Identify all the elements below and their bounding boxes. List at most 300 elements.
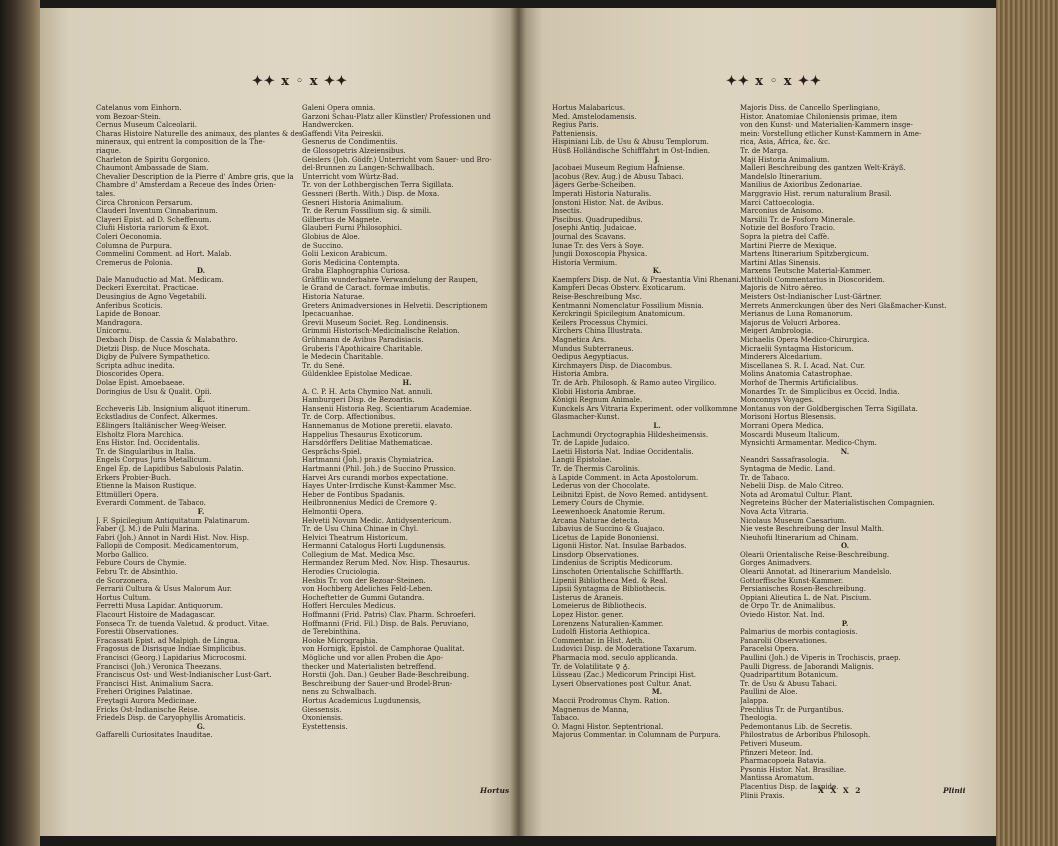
index-entry: Heber de Fontibus Spadanis. — [302, 490, 406, 499]
index-entry: Erkers Probier-Buch. — [96, 473, 172, 482]
index-entry: Malleri Beschreibung des gantzen Welt-Kräyß. — [740, 164, 906, 173]
index-entry: A. C. P. H. Acta Chymico Nat. annuli. — [302, 387, 433, 396]
index-entry: Nebelii Disp. de Malo Citreo. — [740, 482, 844, 491]
index-entry: Moscardi Museum Italicum. — [740, 430, 840, 439]
section-letter: P. — [841, 619, 849, 628]
index-entry: Majoris Diss. de Cancello Sperlingiano, — [740, 104, 881, 112]
index-entry: Hüsß Holländische Schifffahrt in Ost-Indien. — [552, 146, 711, 155]
index-entry: Fonseca Tr. de tuenda Valetud. & product. Vitae. — [96, 619, 270, 628]
index-entry: Febru Tr. de Absinthio. — [96, 568, 178, 577]
index-entry: Eckstladius de Confect. Alkermes. — [96, 413, 218, 422]
index-entry: Grühmann de Avibus Paradisiacis. — [302, 336, 424, 345]
index-entry: Hortus Cultum. — [96, 593, 152, 602]
index-entry: Gottorffische Kunst-Kammer. — [740, 576, 844, 585]
index-entry: Jalappa. — [740, 696, 769, 705]
index-entry: Jacobaei Museum Regium Hafniense. — [552, 164, 685, 173]
index-entry: Olearii Orientalische Reise-Beschreibung. — [740, 550, 890, 559]
index-entry: Dioscorides Opera. — [96, 370, 164, 379]
index-entry: Lomeierus de Bibliothecis. — [552, 602, 647, 611]
index-entry: Hocheftetter de Gummi Gutandra. — [302, 593, 425, 602]
index-entry: Paullini (Joh.) de Viperis in Trochiscis, praep. — [740, 654, 901, 662]
index-entry: Engels Corpus Juris Metallicum. — [96, 456, 212, 465]
index-entry: Nicolaus Museum Caesarium. — [740, 516, 847, 525]
left-column-2 — [302, 104, 512, 731]
index-entry: Tr. de Tabaco. — [740, 473, 790, 482]
index-entry: Listerus de Araneis. — [552, 593, 624, 602]
index-entry: Syntagma de Medic. Land. — [740, 464, 836, 473]
catchword: Plinii — [943, 786, 966, 795]
index-entry: Hofferi Hercules Medicus. — [302, 602, 396, 611]
index-entry: Marci Cattoecologia. — [740, 198, 815, 207]
index-entry: de Glossopetris Alzeiensibus. — [302, 146, 406, 155]
book-gutter — [510, 8, 526, 836]
index-entry: Lapide de Bonoar. — [96, 310, 161, 319]
index-entry: Chaumont Ambassade de Siam. — [96, 164, 209, 173]
index-entry: Lachmundi Oryctographia Hildesheimensis. — [552, 430, 709, 439]
index-entry: Tr. von der Lothbergischen Terra Sigillata. — [302, 181, 454, 190]
index-entry: Oxoniensis. — [302, 714, 343, 723]
index-entry: de Succino. — [302, 241, 344, 250]
index-entry: Petiveri Museum. — [740, 739, 803, 748]
index-entry: Pedemontanus Lib. de Secretis. — [740, 722, 853, 731]
index-entry: Hayes Unter-Irrdische Kunst-Kammer Msc. — [302, 482, 456, 491]
index-entry: Helmontii Opera. — [302, 507, 364, 516]
index-entry: Hansenii Historia Reg. Scientiarum Academiae. — [302, 404, 472, 413]
index-entry: Leibnitzi Epist. de Novo Remed. antidysent. — [552, 490, 709, 499]
index-entry: Tr. de Usu China Chinae in Chyl. — [302, 525, 419, 534]
index-entry: Linsdorp Observationes. — [552, 550, 639, 559]
index-entry: tales. — [96, 189, 116, 198]
index-entry: Tr. de Thermis Carolinis. — [552, 464, 641, 473]
index-entry: Hortus Academicus Lugdunensis, — [302, 696, 422, 705]
index-entry: Garzoni Schau-Platz aller Künstler/ Professionen und — [302, 112, 491, 121]
index-entry: Clayeri Epist. ad D. Scheffenum. — [96, 215, 212, 224]
index-entry: Eßlingers Italiänischer Weeg-Weiser. — [96, 421, 227, 430]
index-entry: Hispiniani Lib. de Usu & Abusu Templorum. — [552, 138, 709, 147]
index-entry: Pysonis Histor. Nat. Brasiliae. — [740, 765, 847, 774]
index-entry: Gessneri (Berth. With.) Disp. de Moxa. — [302, 189, 440, 198]
index-entry: Meigeri Ambrologia. — [740, 327, 814, 336]
index-entry: le Grand de Caract. formae imbutis. — [302, 284, 431, 293]
index-entry: Piscibus. Quadrupedibus. — [552, 215, 643, 224]
index-entry: Dale Manuductio ad Mat. Medicam. — [96, 275, 224, 284]
index-entry: Nota ad Aromatul Cultur. Plant. — [740, 490, 853, 499]
index-entry: Morbo Gallico. — [96, 550, 149, 559]
index-entry: riaque. — [96, 146, 122, 155]
right-column-2 — [740, 104, 950, 800]
index-entry: Histor. Anatomiae Chiloniensis primae, item — [740, 112, 898, 121]
index-entry: Negreteins Bücher der Materialistischen Compagnien. — [740, 499, 935, 508]
index-entry: nens zu Schwalbach. — [302, 688, 377, 697]
index-entry: vom Bezoar-Stein. — [96, 112, 161, 121]
index-entry: Langii Epistolae. — [552, 456, 612, 465]
index-entry: Güldenklee Epistolae Medicae. — [302, 370, 413, 379]
index-entry: Matthioli Commentarius in Dioscoridem. — [740, 275, 885, 284]
index-entry: Doringius de Usu & Qualit. Opii. — [96, 387, 212, 396]
index-entry: Kaempfers Disp. de Nut. & Praestantia Vini Rhenani. — [552, 275, 741, 284]
index-entry: Unterricht vom Würtz-Bad. — [302, 172, 399, 181]
index-entry: Fallopii de Composit. Medicamentorum, — [96, 542, 239, 551]
index-entry: Kirchmayers Disp. de Diacombus. — [552, 361, 673, 370]
index-entry: Jacobus (Rev. Aug.) de Abusu Tabaci. — [552, 172, 684, 181]
index-entry: Etienne la Maison Rustique. — [96, 482, 197, 491]
index-entry: Eystettensis. — [302, 722, 348, 731]
index-entry: Horstii (Joh. Dan.) Geuber Bade-Beschreibung. — [302, 671, 469, 680]
index-entry: Gesneri Historia Animalium. — [302, 198, 404, 207]
index-entry: Commentar. in Hist. Aeth. — [552, 636, 645, 645]
index-entry: Micraelii Syntagma Historicum. — [740, 344, 854, 353]
section-letter: G. — [196, 722, 206, 731]
index-entry: Scripta adhuc inedita. — [96, 361, 175, 370]
index-entry: Nieuhofii Itinerarium ad Chinam. — [740, 533, 859, 542]
index-entry: Chevalier Description de la Pierre d' Ambre gris, que la — [96, 172, 294, 181]
index-entry: de Terebinthina. — [302, 628, 361, 637]
catchword: Hortus — [480, 786, 510, 795]
index-entry: Monardes Tr. de Simplicibus ex Occid. India. — [740, 387, 900, 396]
section-letter: J. — [654, 155, 660, 164]
section-letter: K. — [652, 267, 662, 276]
index-entry: mein: Vorstellung etlicher Kunst-Kammern in Ame- — [740, 129, 922, 138]
index-entry: Columna de Purpura. — [96, 241, 173, 250]
index-entry: del-Brunnen zu Langen-Schwallbach. — [302, 164, 435, 173]
page-header-ornament: ✦✦ x ◦ x ✦✦ — [252, 74, 348, 89]
index-entry: Panarolii Observationes. — [740, 636, 827, 645]
index-entry: Everardi Comment. de Tabaco. — [96, 499, 206, 508]
index-entry: Marxens Teutsche Material-Kammer. — [740, 267, 872, 276]
index-entry: Tr. de Usu & Abusu Tabaci. — [740, 679, 837, 688]
index-entry: Marggravio Hist. rerum naturalium Brasil. — [740, 189, 892, 198]
index-entry: Med. Amstelodamensis. — [552, 112, 637, 121]
index-entry: Kirchers China Illustrata. — [552, 327, 643, 336]
index-entry: Glauberi Furni Philosophici. — [302, 224, 402, 233]
index-entry: Hartmanni (Phil. Joh.) de Succino Prussico. — [302, 464, 456, 473]
section-letter: M. — [651, 688, 663, 697]
index-entry: Gesnerus de Condimentiis. — [302, 138, 398, 147]
index-entry: Hooke Micrographia. — [302, 636, 378, 645]
index-entry: Harvei Ars curandi morbos expectatione. — [302, 473, 449, 482]
index-entry: Francisci (Joh.) Veronica Theezans. — [96, 662, 222, 671]
index-entry: Tr. de Arb. Philosoph. & Ramo auteo Virgilico. — [552, 379, 717, 387]
signature-mark: X X X 2 — [818, 786, 863, 795]
index-entry: Philostratus de Arboribus Philosoph. — [740, 731, 871, 740]
index-entry: Lipsii Syntagma de Bibliothecis. — [552, 585, 667, 594]
left-column-1 — [96, 104, 306, 740]
index-entry: Licetus de Lapide Bononiensi. — [552, 533, 659, 542]
page-header-ornament: ✦✦ x ◦ x ✦✦ — [726, 74, 822, 89]
index-entry: Dietzii Disp. de Nuce Moschata. — [96, 344, 211, 353]
index-entry: Fragosus de Disrisque Indiae Simplicibus. — [96, 645, 246, 654]
index-entry: O. Magni Histor. Septentrional. — [552, 722, 664, 731]
index-entry: Coleri Oeconomia. — [96, 232, 162, 241]
index-entry: Morisoni Hortus Blesensis. — [740, 413, 836, 422]
index-entry: Tabaco. — [552, 714, 580, 723]
index-entry: Goris Medicina Contempta. — [302, 258, 400, 267]
index-entry: Hamburgeri Disp. de Bezoartis. — [302, 396, 415, 405]
index-entry: Commelini Comment. ad Hort. Malab. — [96, 250, 232, 259]
index-entry: Deusingius de Agno Vegetabili. — [96, 293, 207, 302]
index-entry: Maccii Prodromus Chym. Ration. — [552, 696, 670, 705]
index-entry: Lopez Histor. gener. — [552, 611, 624, 620]
index-entry: Plinii Praxis. — [740, 791, 785, 800]
index-entry: Maji Historia Animalium. — [740, 155, 830, 164]
index-entry: Regius Paris. — [552, 121, 599, 130]
section-letter: L. — [653, 421, 661, 430]
index-entry: Lorenzens Naturalien-Kammer. — [552, 619, 664, 628]
index-entry: Fabri (Joh.) Annot in Nardi Hist. Nov. Hisp. — [96, 533, 249, 542]
index-entry: Mögliche und vor allen Proben die Apo- — [302, 654, 443, 662]
index-entry: Collegium de Mat. Medica Msc. — [302, 550, 415, 559]
index-entry: Tr. de Lapide Judaico. — [552, 439, 630, 448]
index-entry: Martini Pierre de Mexique. — [740, 241, 837, 250]
index-entry: Merianus de Luna Romanorum. — [740, 310, 853, 319]
index-entry: Nova Acta Vitraria. — [740, 507, 809, 516]
index-entry: Journal des Scavans. — [552, 232, 626, 241]
index-entry: Oedipus Aegyptiacus. — [552, 353, 629, 362]
index-entry: Gaffendi Vita Peireskii. — [302, 129, 384, 138]
index-entry: Morrani Opera Medica. — [740, 421, 824, 430]
index-entry: Ferrarii Cultura & Usus Malorum Aur. — [96, 585, 232, 594]
index-entry: Tr. de Rerum Fossilium sig. & simili. — [302, 207, 432, 216]
index-entry: Unicornu. — [96, 327, 132, 336]
section-letter: E. — [197, 396, 205, 405]
book-spine-edge — [0, 0, 40, 846]
index-entry: thecker und Materialisten betreffend. — [302, 662, 437, 671]
index-entry: Hartmanni (Joh.) praxis Chymiatrica. — [302, 456, 434, 465]
index-entry: Mandragora. — [96, 318, 143, 327]
index-entry: à Lapide Comment. in Acta Apostolorum. — [552, 473, 699, 482]
index-entry: Harsdörffers Delitiae Mathematicae. — [302, 439, 433, 448]
index-entry: Lindenius de Scriptis Medicorum. — [552, 559, 673, 568]
index-entry: Ludolfi Historia Aethiopica. — [552, 628, 650, 637]
index-entry: von den Kunst- und Materialien-Kammern insge- — [740, 121, 913, 130]
right-column-1 — [552, 104, 762, 740]
index-entry: Libavius de Succino & Guajaco. — [552, 525, 665, 534]
index-entry: Gräfflin wunderbahre Verwandelung der Raupen, — [302, 275, 478, 284]
section-letter: N. — [840, 447, 850, 456]
index-entry: Lyseri Observationes post Cultur. Anat. — [552, 679, 692, 688]
index-entry: Ferretti Musa Lapidar. Antiquorum. — [96, 602, 223, 611]
index-entry: Chambre d' Amsterdam a Receue des Indes Orien- — [96, 181, 276, 190]
left-page — [40, 8, 518, 836]
index-entry: Mantissa Aromatum. — [740, 774, 815, 783]
index-entry: Historia Naturae. — [302, 293, 365, 302]
index-entry: Lüsseau (Zac.) Medicorum Principi Hist. — [552, 671, 697, 680]
index-entry: Tr. du Sené. — [302, 361, 345, 370]
index-entry: Monconnys Voyages. — [740, 396, 815, 405]
index-entry: Ludovici Disp. de Moderatione Taxarum. — [552, 645, 697, 654]
index-entry: Lemery Cours de Chymie. — [552, 499, 645, 508]
index-entry: Helvetii Novum Medic. Antidysentericum. — [302, 516, 452, 525]
index-entry: Quadripartitum Botanicum. — [740, 671, 839, 680]
index-entry: Fricks Ost-Indianische Reise. — [96, 705, 200, 714]
index-entry: Sopra la pietra del Caffè. — [740, 232, 830, 241]
index-entry: Freheri Origines Palatinae. — [96, 688, 193, 697]
index-entry: Paullini de Aloe. — [740, 688, 798, 697]
index-entry: Pharmacopoeia Batavia. — [740, 757, 827, 766]
index-entry: Globius de Aloe. — [302, 232, 360, 241]
index-entry: Gesprächs-Spiel. — [302, 447, 362, 456]
index-entry: Majorus Commentar. in Columnam de Purpura. — [552, 731, 721, 740]
index-entry: Hermanni Catalogus Horti Lugdunensis. — [302, 542, 447, 551]
index-entry: Ipecacuanhae. — [302, 310, 354, 319]
index-entry: Josephi Antiq. Judaicae. — [552, 224, 637, 233]
index-entry: Graba Elaphographia Curiosa. — [302, 267, 410, 276]
index-entry: J. F. Spicilegium Antiquitatum Palatinarum. — [96, 516, 250, 525]
index-entry: Charas Histoire Naturelle des animaux, des plantes & des — [96, 129, 303, 138]
index-entry: Historia Ambra. — [552, 370, 609, 379]
index-entry: Tr. de Corp. Affectionibus. — [302, 413, 396, 422]
index-entry: Arcana Naturae detecta. — [552, 516, 640, 525]
index-entry: Olearii Annotat. ad Itinerarium Mandelslo. — [740, 568, 892, 577]
index-entry: Fracassati Epist. ad Malpigh. de Lingua. — [96, 636, 241, 645]
index-entry: Pfinzeri Meteor. Ind. — [740, 748, 814, 757]
index-entry: Prechlius Tr. de Purgantibus. — [740, 705, 844, 714]
index-entry: Franciscus Ost- und West-Indianischer Lust-Gart. — [96, 671, 272, 680]
index-entry: Magnetica Ars. — [552, 336, 607, 345]
index-entry: de Scorzonera. — [96, 576, 150, 585]
index-entry: Hermandez Rerum Med. Nov. Hisp. Thesaurus. — [302, 559, 470, 568]
index-entry: Clufii Historia rariorum & Exot. — [96, 224, 209, 233]
index-entry: Placentius Disp. de Iaspide. — [740, 782, 839, 791]
index-entry: Greters Animadversiones in Helvetii. Descriptionem — [302, 301, 488, 310]
index-entry: Palmarius de morbis contagiosis. — [740, 628, 858, 637]
section-letter: O. — [840, 542, 850, 551]
index-entry: de Orpo Tr. de Animalibus. — [740, 602, 836, 611]
index-entry: Kunckels Ars Vitraria Experiment. oder vollkommne — [552, 404, 738, 413]
index-entry: Martini Atlas Sinensis. — [740, 258, 821, 267]
index-entry: Montanus von der Goldbergischen Terra Sigillata. — [740, 404, 918, 413]
index-entry: Königii Regnum Animale. — [552, 396, 643, 405]
index-entry: Herodies Cruciologia. — [302, 568, 380, 577]
index-entry: Pharmacia mod. seculo applicanda. — [552, 654, 678, 662]
index-entry: Circa Chronicon Persarum. — [96, 198, 193, 207]
index-entry: Happelius Thesaurus Exoticorum. — [302, 430, 423, 439]
index-entry: Jägers Gerbe-Scheiben. — [552, 181, 636, 190]
index-entry: Kampferi Decas Obsterv. Exoticarum. — [552, 284, 686, 293]
index-entry: Magnenus de Manna, — [552, 705, 629, 714]
index-entry: Golii Lexicon Arabicum. — [302, 250, 388, 259]
index-entry: Kentmanni Nomenclatur Fossilium Misnia. — [552, 301, 704, 310]
index-entry: Miscellanea S. R. I. Acad. Nat. Cur. — [740, 361, 866, 370]
index-entry: Tr. de Marga. — [740, 146, 789, 155]
index-entry: Febure Cours de Chymie. — [96, 559, 187, 568]
index-entry: Paracelsi Opera. — [740, 645, 799, 654]
index-entry: Anferibus Scoticis. — [96, 301, 163, 310]
index-entry: Oppiani Alieutica L. de Nat. Piscium. — [740, 593, 872, 602]
index-entry: Morhof de Thermis Artificialibus. — [740, 379, 859, 387]
index-entry: Gilbertus de Magnete. — [302, 215, 382, 224]
index-entry: Engel Ep. de Lapidibus Sabulosis Palatin. — [96, 464, 244, 473]
index-entry: Forestii Observationes. — [96, 628, 179, 637]
index-entry: Imperati Historia Naturalis. — [552, 189, 652, 198]
index-entry: Meisters Ost-Indianischer Lust-Gärtner. — [740, 293, 882, 302]
index-entry: Francisci (Georg.) Lapidarius Microcosmi. — [96, 654, 247, 662]
index-entry: Gaffarelli Curiositates Inauditae. — [96, 731, 213, 740]
index-entry: Faber (J. M.) de Pulii Marina. — [96, 525, 200, 534]
index-entry: Mynsichti Armamentar. Medico-Chym. — [740, 439, 877, 448]
index-entry: Neandri Sassafrasologia. — [740, 456, 830, 465]
index-entry: Ligonii Histor. Nat. Insulae Barbados. — [552, 542, 687, 551]
index-entry: Merrets Anmerckungen über des Neri Glaßmacher-Kunst. — [740, 301, 947, 310]
index-entry: Hannemanus de Motione preretii. elavato. — [302, 421, 453, 430]
index-entry: Minderers Alcedarium. — [740, 353, 823, 362]
index-entry: Grevii Museum Societ. Reg. Londinensis. — [302, 318, 449, 327]
index-entry: Klobii Historia Ambrae. — [552, 387, 636, 396]
section-letter: F. — [197, 507, 205, 516]
page-block-edge — [996, 0, 1058, 846]
index-entry: Jonstoni Histor. Nat. de Avibus. — [552, 198, 664, 207]
index-entry: Freytagii Aurora Medicinae. — [96, 696, 197, 705]
index-entry: Historia Vermium. — [552, 258, 618, 267]
index-entry: Beschreibung der Sauer-und Brodel-Brun- — [302, 679, 453, 688]
index-entry: Hoffmanni (Frid. Patris) Clav. Pharm. Schroeferi. — [302, 611, 476, 620]
index-entry: mineraux, qui entrent la composition de la The- — [96, 138, 266, 147]
index-entry: Kerckringii Spicilegium Anatomicum. — [552, 310, 686, 319]
index-entry: Ettmülleri Opera. — [96, 490, 159, 499]
index-entry: Martens Itinerarium Spitzbergicum. — [740, 250, 869, 259]
index-entry: Deckeri Exercitat. Practicae. — [96, 284, 199, 293]
index-entry: Glasmacher-Kunst. — [552, 413, 620, 422]
index-entry: Charleton de Spiritu Gorgonico. — [96, 155, 210, 164]
index-entry: Heilbronnenius Medici de Cremore ♀. — [302, 499, 438, 508]
index-entry: Insectis. — [552, 207, 582, 216]
index-entry: Friedels Disp. de Caryophyllis Aromaticis. — [96, 714, 246, 723]
index-entry: Tr. de Volatilitate ♀ ♁. — [552, 662, 630, 671]
index-entry: Geislers (Joh. Gödfr.) Unterricht vom Sauer- und Bro- — [302, 155, 492, 164]
index-entry: Gruberis l'Apothicaire Charitable. — [302, 344, 423, 353]
index-entry: Persianisches Rosen-Beschreibung. — [740, 585, 866, 594]
index-entry: Helvici Theatrum Historicum. — [302, 533, 408, 542]
index-entry: Keilers Processus Chymici. — [552, 318, 648, 327]
index-entry: Handwercken. — [302, 121, 354, 130]
index-entry: Hesbis Tr. von der Bezoar-Steinen. — [302, 576, 426, 585]
index-entry: Theologia. — [740, 714, 778, 723]
index-entry: Catelanus vom Einhorn. — [96, 104, 182, 112]
index-entry: Cremerus de Polonia. — [96, 258, 173, 267]
index-entry: Grimmii Historisch-Medicinalische Relation. — [302, 327, 460, 336]
index-entry: Manilius de Axioribus Zedonariae. — [740, 181, 863, 190]
index-entry: Mundus Subterraneus. — [552, 344, 634, 353]
index-entry: Cernus Museum Calceolarii. — [96, 121, 197, 130]
index-entry: von Hornigk, Epistol. de Camphorae Qualitat. — [302, 645, 465, 654]
index-entry: von Hochberg Adeliches Feld-Leben. — [302, 585, 433, 594]
index-entry: Gorges Animadvers. — [740, 559, 812, 568]
index-entry: Notizie del Bosforo Tracio. — [740, 224, 835, 233]
index-entry: Ens Histor. Ind. Occidentalis. — [96, 439, 200, 448]
index-entry: Majorus de Volucri Arborea. — [740, 318, 841, 327]
index-entry: Elsholtz Flora Marchica. — [96, 430, 184, 439]
index-entry: Oviedo Histor. Nat. Ind. — [740, 611, 825, 620]
index-entry: Michaelis Opera Medico-Chirurgica. — [740, 336, 870, 345]
index-entry: Linschoten Orientalische Schifffarth. — [552, 568, 684, 577]
index-entry: le Medecin Charitable. — [302, 353, 384, 362]
index-entry: Mandelslo Itinerarium. — [740, 172, 822, 181]
index-entry: Nie veste Beschreibung der Insul Malth. — [740, 525, 884, 534]
section-letter: D. — [196, 267, 206, 276]
index-entry: Hortus Malabaricus. — [552, 104, 626, 112]
index-entry: Marsilii Tr. de Fosforo Minerale. — [740, 215, 856, 224]
index-entry: Marconius de Anisomo. — [740, 207, 824, 216]
index-entry: Tr. de Singularibus in Italia. — [96, 447, 196, 456]
index-entry: Eccheveris Lib. Insignium aliquot itinerum. — [96, 404, 251, 413]
index-entry: Dexbach Disp. de Cassia & Malabathro. — [96, 336, 238, 345]
index-entry: Majoris de Nitro aëreo. — [740, 284, 824, 293]
index-entry: Giessensis. — [302, 705, 342, 714]
index-entry: rica, Asia, Africa, &c. &c. — [740, 138, 831, 147]
index-entry: Jungii Doxoscopia Physica. — [552, 250, 648, 259]
index-entry: Francisci Hist. Animalium Sacra. — [96, 679, 214, 688]
index-entry: Digby de Pulvere Sympathetico. — [96, 353, 210, 362]
